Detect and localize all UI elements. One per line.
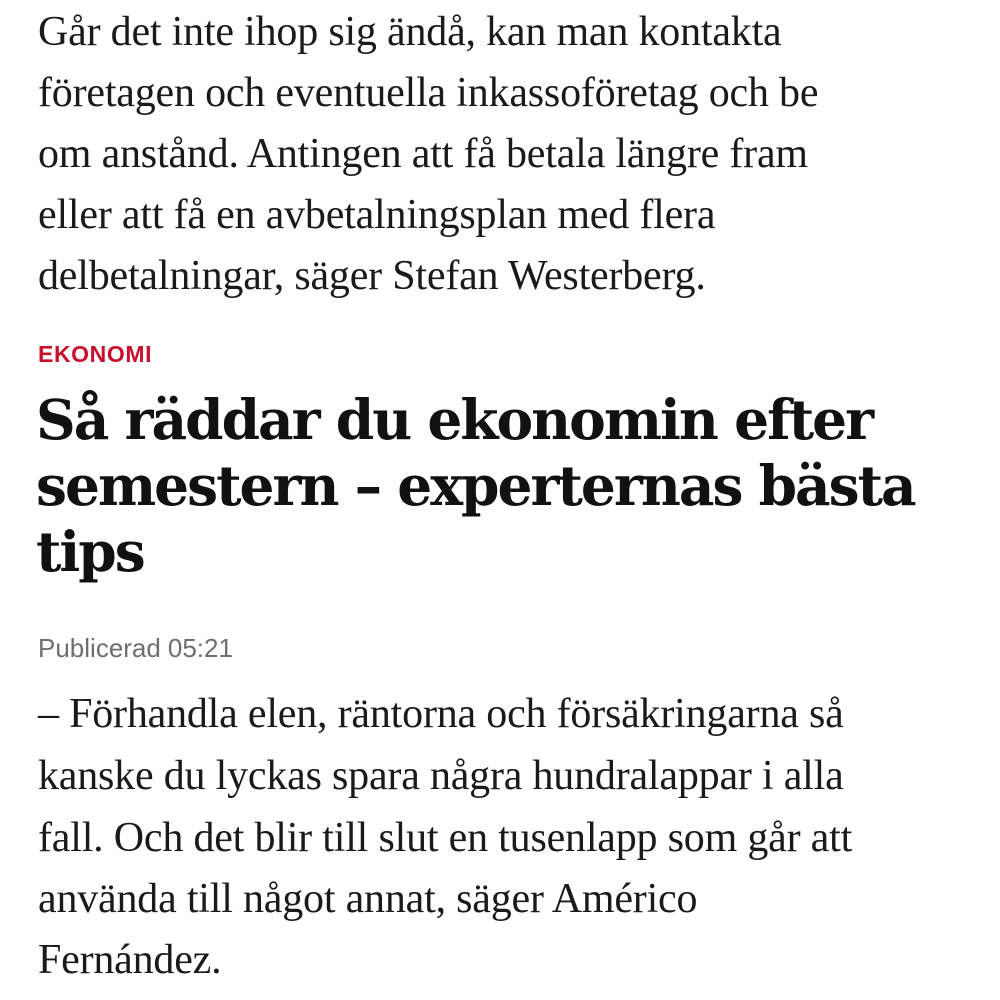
published-label: Publicerad [38, 633, 161, 663]
headline-line[interactable]: Så räddar du ekonomin efter [36, 387, 873, 452]
published-time: 05:21 [167, 633, 233, 663]
paragraph-line: Går det inte ihop sig ändå, kan man kontakta [38, 9, 782, 55]
paragraph-line: Fernández. [38, 937, 222, 983]
paragraph-line: företagen och eventuella inkassoföretag och be [38, 70, 819, 116]
paragraph-line: eller att få en avbetalningsplan med flera [38, 192, 716, 238]
paragraph-line: – Förhandla elen, räntorna och försäkringarna så [38, 691, 844, 737]
paragraph-line: använda till något annat, säger Américo [38, 876, 698, 922]
paragraph-line: fall. Och det blir till slut en tusenlapp som går att [38, 815, 853, 861]
paragraph-line: kanske du lyckas spara några hundralappar i alla [38, 753, 844, 799]
published-timestamp [38, 632, 233, 664]
paragraph-line: delbetalningar, säger Stefan Westerberg. [38, 253, 706, 299]
category-link[interactable]: EKONOMI [38, 341, 153, 367]
paragraph-line: om anstånd. Antingen att få betala längre fram [38, 131, 808, 177]
headline-line[interactable]: tips [36, 519, 144, 584]
headline-line[interactable]: semestern – experternas bästa [36, 453, 915, 518]
